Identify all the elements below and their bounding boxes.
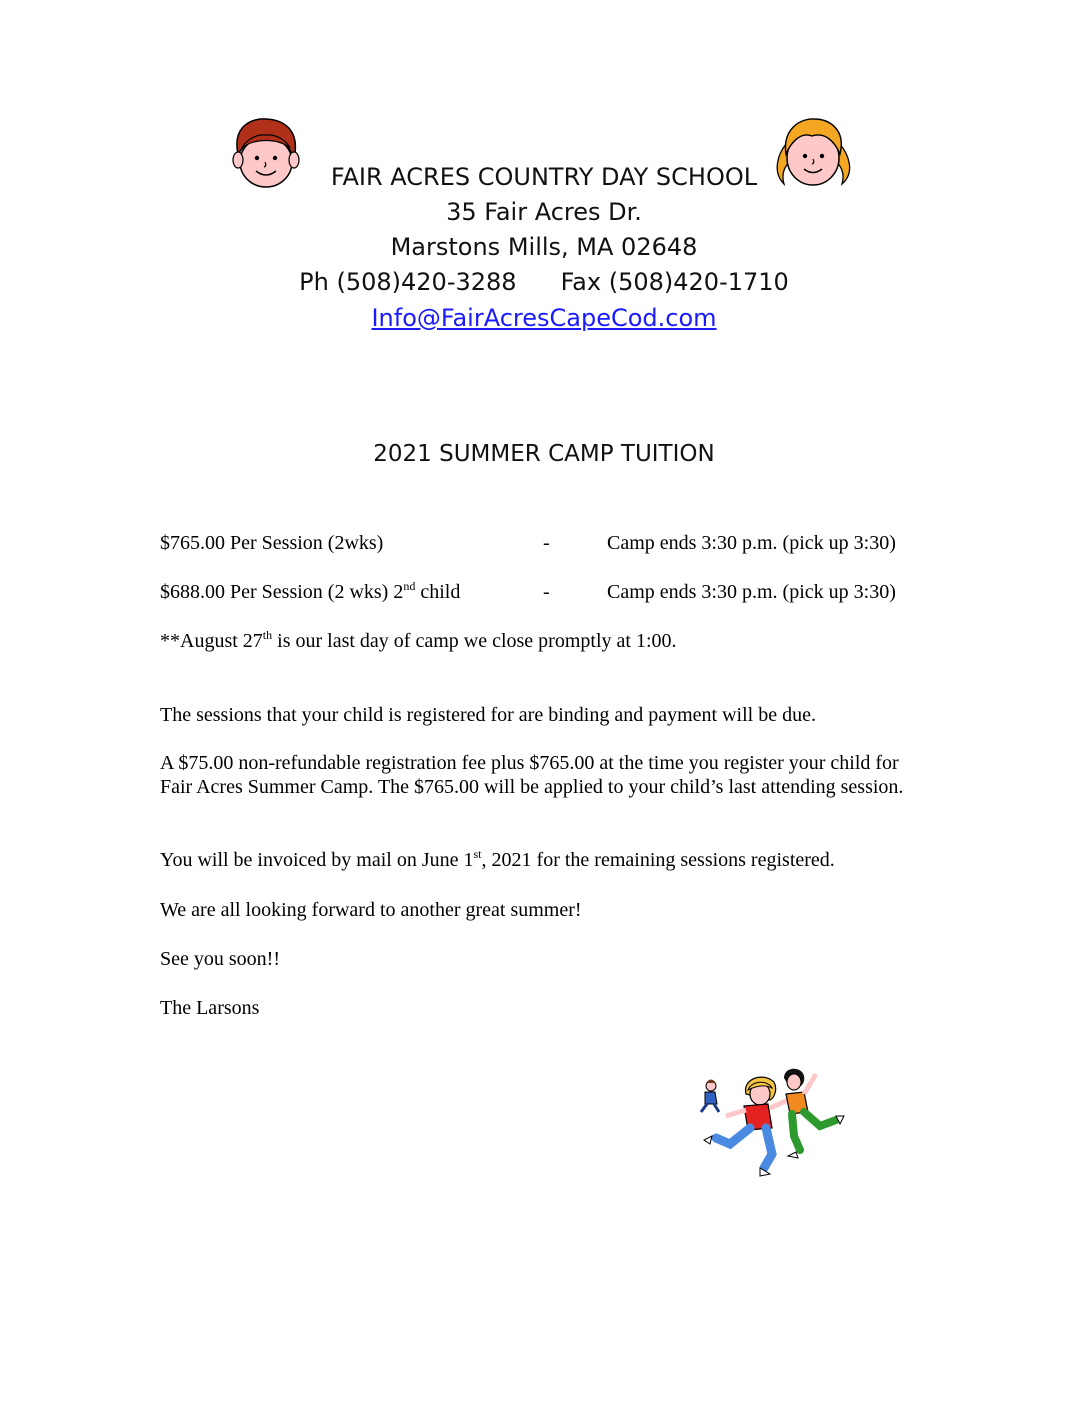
document-title: 2021 SUMMER CAMP TUITION [373, 441, 715, 467]
last-day-note: **August 27th is our last day of camp we close promptly at 1:00. [160, 628, 677, 652]
contact-line [0, 268, 1088, 296]
rate-dash: - [543, 581, 550, 603]
rate-price: $688.00 Per Session (2 wks) 2nd child [160, 579, 461, 603]
signature: The Larsons [160, 997, 260, 1019]
rate-detail: Camp ends 3:30 p.m. (pick up 3:30) [607, 581, 896, 603]
binding-paragraph: The sessions that your child is registered for are binding and payment will be due. [160, 704, 816, 726]
invoice-paragraph: You will be invoiced by mail on June 1st, 2021 for the remaining sessions registered. [160, 847, 835, 871]
rate-row [160, 580, 940, 604]
address-street: 35 Fair Acres Dr. [446, 198, 642, 226]
email-line [0, 304, 1088, 332]
rate-row [160, 531, 940, 555]
fax-number: Fax (508)420-1710 [560, 268, 789, 296]
running-kids-icon [690, 1064, 850, 1178]
phone-number: Ph (508)420-3288 [299, 268, 517, 296]
registration-fee-paragraph: A $75.00 non-refundable registration fee plus $765.00 at the time you register your child for Fair Acres Summer Camp. The $765.00 will be applied to your child’s last attending session. [160, 752, 904, 798]
address-city: Marstons Mills, MA 02648 [390, 233, 698, 261]
rate-detail: Camp ends 3:30 p.m. (pick up 3:30) [607, 532, 896, 554]
rate-dash: - [543, 532, 550, 554]
closing-line: We are all looking forward to another great summer! [160, 899, 582, 921]
school-name: FAIR ACRES COUNTRY DAY SCHOOL [330, 163, 758, 191]
rate-price: $765.00 Per Session (2wks) [160, 532, 384, 554]
see-you-soon-line: See you soon!! [160, 948, 280, 970]
email-link[interactable]: Info@FairAcresCapeCod.com [371, 304, 717, 332]
